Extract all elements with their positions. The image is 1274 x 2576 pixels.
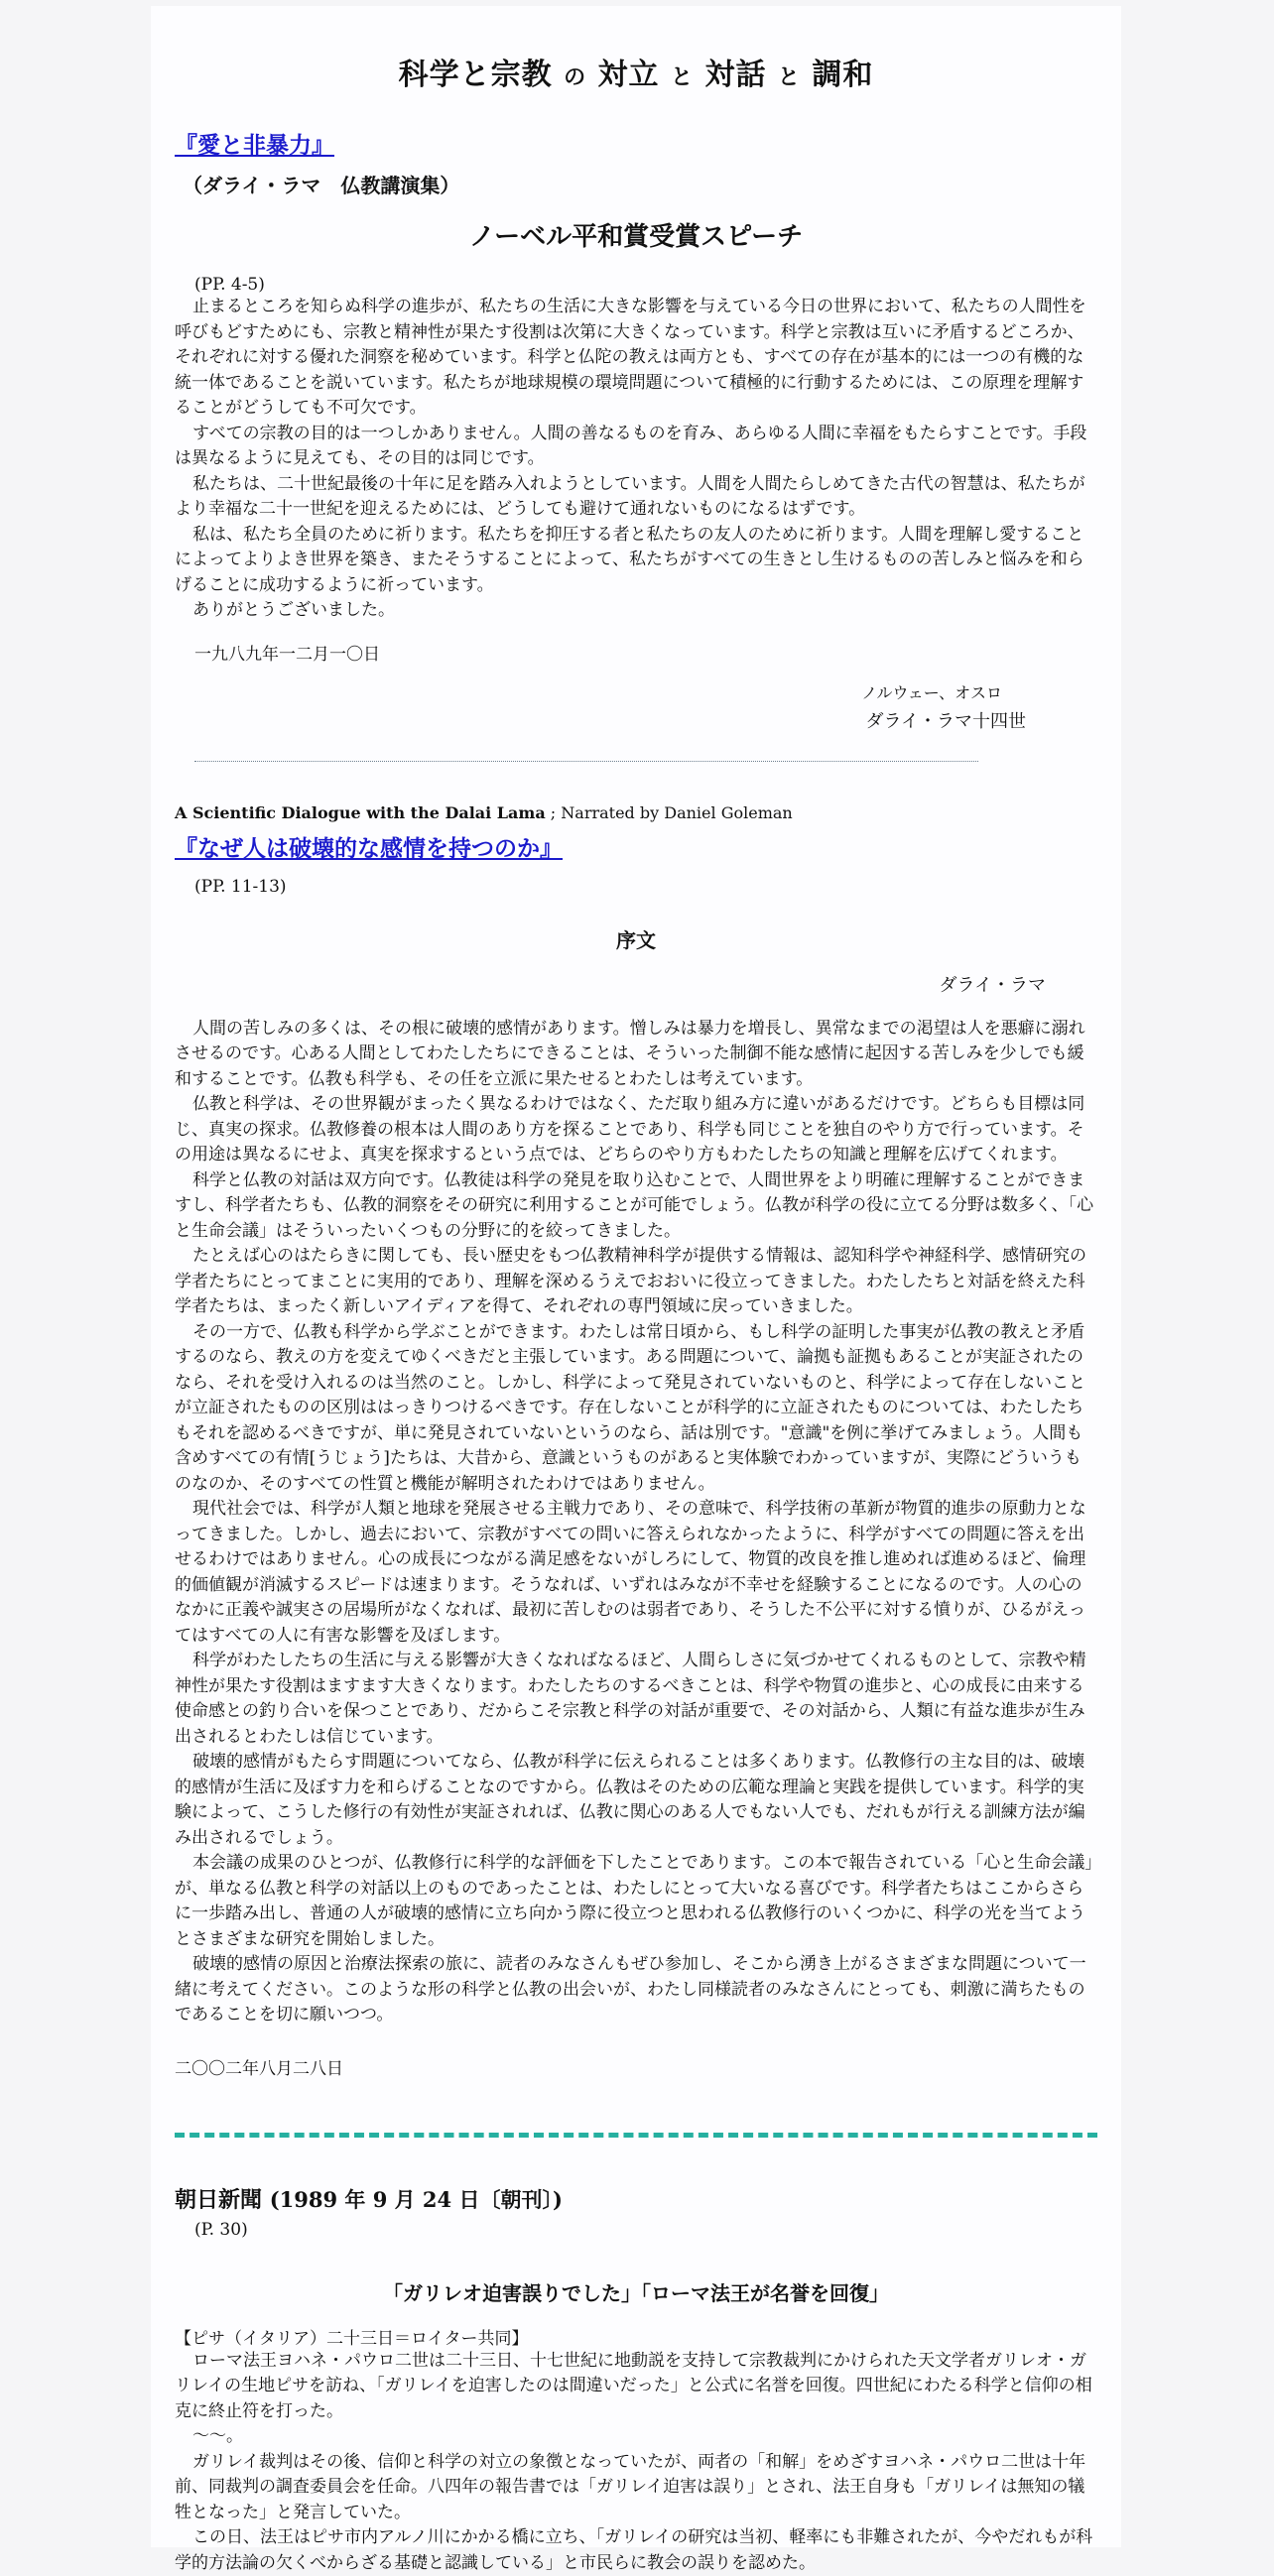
paragraph: この日、法王はピサ市内アルノ川にかかる橋に立ち、「ガリレイの研究は当初、軽率にも非難されたが、今やだれもが科学的方法論の欠くべからざる基礎と認識している」と市民らに教会の誤りを認めた。 (175, 2525, 1097, 2576)
page-reference: (PP. 4-5) (194, 275, 1097, 295)
document-page (151, 6, 1121, 2547)
paragraph: 止まるところを知らぬ科学の進歩が、私たちの生活に大きな影響を与えている今日の世界において、私たちの人間性を呼びもどすためにも、宗教と精神性が果たす役割は次第に大きくなっています。科学と宗教は互いに矛盾するどころか、それぞれに対する優れた洞察を秘めています。科学と仏陀の教えは両方とも、すべての存在が基本的には一つの有機的な統一体であることを説いています。私たちが地球規模の環境問題について積極的に行動するためには、この原理を理解することがどうしても不可欠です。 (175, 295, 1097, 422)
speech-body (175, 295, 1097, 624)
paragraph: 本会議の成果のひとつが、仏教修行に科学的な評価を下したことであります。この本で報告されている「心と生命会議」が、単なる仏教と科学の対話以上のものであったことは、わたしにとって大いなる喜びです。科学者たちはここからさらに一歩踏み出し、普通の人が破壊的感情に立ち向かう際に役立つと思われる仏教修行のいくつかに、科学の光を当てようとさまざまな研究を開始しました。 (175, 1851, 1097, 1952)
book-subtitle: （ダライ・ラマ 仏教講演集） (183, 170, 1097, 198)
speech-title: ノーベル平和賞受賞スピーチ (175, 216, 1097, 253)
paragraph: 私たちは、二十世紀最後の十年に足を踏み入れようとしています。人間を人間たらしめてきた古代の智慧は、私たちがより幸福な二十一世紀を迎えるためには、どうしても避けて通れないものになるはずです。 (175, 472, 1097, 523)
paragraph: 人間の苦しみの多くは、その根に破壊的感情があります。憎しみは暴力を増長し、異常なまでの渇望は人を悪癖に溺れさせるのです。心ある人間としてわたしたちにできることは、そういった制御不能な感情に起因する苦しみを少しでも緩和することです。仏教も科学も、その任を立派に果たせるとわたしは考えています。 (175, 1017, 1097, 1093)
paragraph: 現代社会では、科学が人類と地球を発展させる主戦力であり、その意味で、科学技術の革新が物質的進歩の原動力となってきました。しかし、過去において、宗教がすべての問いに答えられなかったように、科学がすべての問題に答えを出せるわけではありません。心の成長につながる満足感をないがしろにして、物質的改良を推し進めれば進めるほど、倫理的価値観が消滅するスピードは速まります。そうなれば、いずれはみなが不幸せを経験することになるのです。人の心のなかに正義や誠実さの居場所がなくなれば、最初に苦しむのは弱者であり、そうした不公平に対する憤りが、ひるがえってはすべての人に有害な影響を及ぼします。 (175, 1497, 1097, 1649)
paragraph: たとえば心のはたらきに関しても、長い歴史をもつ仏教精神科学が提供する情報は、認知科学や神経科学、感情研究の学者たちにとってまことに実用的であり、理解を深めるうえでおおいに役立ってきました。わたしたちと対話を終えた科学者たちは、まったく新しいアイディアを得て、それぞれの専門領域に戻っていきました。 (175, 1244, 1097, 1320)
section-divider (175, 2133, 1097, 2138)
paragraph: すべての宗教の目的は一つしかありません。人間の善なるものを育み、あらゆる人間に幸福をもたらすことです。手段は異なるように見えても、その目的は同じです。 (175, 422, 1097, 472)
paragraph: ～～。 (175, 2424, 1097, 2450)
speech-place: ノルウェー、オスロ (175, 680, 1002, 703)
preface-date: 二〇〇二年八月二八日 (175, 2054, 1097, 2079)
news-dateline: 【ピサ（イタリア）二十三日＝ロイター共同】 (175, 2324, 1097, 2349)
news-body (175, 2349, 1097, 2576)
preface-body (175, 1017, 1097, 2028)
paragraph: ありがとうございました。 (175, 598, 1097, 624)
paragraph: 科学と仏教の対話は双方向です。仏教徒は科学の発見を取り込むことで、人間世界をより明確に理解することができますし、科学者たちも、仏教的洞察をその研究に利用することが可能でしょう。仏教が科学の役に立てる分野は数多く、「心と生命会議」はそういったいくつもの分野に的を絞ってきました。 (175, 1168, 1097, 1245)
paragraph: ガリレイ裁判はその後、信仰と科学の対立の象徴となっていたが、両者の「和解」をめざすヨハネ・パウロ二世は十年前、同裁判の調査委員会を任命。八四年の報告書では「ガリレイ迫害は誤り」とされ、法王自身も「ガリレイは無知の犠牲となった」と発言していた。 (175, 2450, 1097, 2526)
book-link-love-nonviolence[interactable]: 『愛と非暴力』 (175, 127, 334, 160)
news-headline: 「ガリレオ迫害誤りでした」「ローマ法王が名誉を回復」 (175, 2277, 1097, 2306)
paragraph: ローマ法王ヨハネ・パウロ二世は二十三日、十七世紀に地動説を支持して宗教裁判にかけられた天文学者ガリレオ・ガリレイの生地ピサを訪ね、「ガリレイを迫害したのは間違いだった」と公式に名誉を回復。四世紀にわたる科学と信仰の相克に終止符を打った。 (175, 2349, 1097, 2425)
paragraph: 破壊的感情がもたらす問題についてなら、仏教が科学に伝えられることは多くあります。仏教修行の主な目的は、破壊的感情が生活に及ぼす力を和らげることなのですから。仏教はそのための広範な理論と実践を提供しています。科学的実験によって、こうした修行の有効性が実証されれば、仏教に関心のある人でもない人でも、だれもが行える訓練方法が編み出されるでしょう。 (175, 1750, 1097, 1851)
newspaper-title: 朝日新聞 (1989 年 9 月 24 日〔朝刊〕) (175, 2183, 1097, 2214)
paragraph: 破壊的感情の原因と治療法探索の旅に、読者のみなさんもぜひ参加し、そこから湧き上がるさまざまな問題について一緒に考えてください。このような形の科学と仏教の出会いが、わたし同様読者のみなさんにとっても、刺激に満ちたものであることを切に願いつつ。 (175, 1952, 1097, 2028)
dotted-divider (194, 761, 978, 762)
page-reference: (P. 30) (194, 2220, 1097, 2240)
paragraph: 科学がわたしたちの生活に与える影響が大きくなればなるほど、人間らしさに気づかせてくれるものとして、宗教や精神性が果たす役割はますます大きくなります。わたしたちのするべきことは、科学や物質の進歩と、心の成長に由来する使命感との釣り合いを保つことであり、だからこそ宗教と科学の対話が重要で、その対話から、人類に有益な進歩が生み出されるとわたしは信じています。 (175, 1649, 1097, 1750)
page-reference: (PP. 11-13) (194, 877, 1097, 897)
speech-signer: ダライ・ラマ十四世 (175, 707, 1026, 733)
speech-date: 一九八九年一二月一〇日 (194, 640, 1097, 665)
paragraph: 仏教と科学は、その世界観がまったく異なるわけではなく、ただ取り組み方に違いがあるだけです。どちらも目標は同じ、真実の探求。仏教修養の根本は人間のあり方を探ることであり、科学も同じことを独自のやり方で行っています。その用途は異なるにせよ、真実を探求するという点では、どちらのやり方もわたしたちの知識と理解を広げてくれます。 (175, 1092, 1097, 1168)
english-book-title: A Scientific Dialogue with the Dalai Lama ; Narrated by Daniel Goleman (175, 803, 1097, 822)
preface-title: 序文 (175, 924, 1097, 953)
preface-author: ダライ・ラマ (175, 971, 1046, 997)
paragraph: 私は、私たち全員のために祈ります。私たちを抑圧する者と私たちの友人のために祈ります。人間を理解し愛することによってよりよき世界を築き、またそうすることによって、私たちがすべての生きとし生けるものの苦しみと悩みを和らげることに成功するように祈っています。 (175, 523, 1097, 599)
page-title: 科学と宗教 の 対立 と 対話 と 調和 (175, 50, 1097, 93)
paragraph: その一方で、仏教も科学から学ぶことができます。わたしは常日頃から、もし科学の証明した事実が仏教の教えと矛盾するのなら、教えの方を変えてゆくべきだと主張しています。ある問題について、論拠も証拠もあることが実証されたのなら、それを受け入れるのは当然のこと。しかし、科学によって発見されていないものと、科学によって存在しないことが立証されたものの区別ははっきりつけるべきです。存在しないことが科学的に立証されたものについては、わたしたちもそれを認めるべきですが、単に発見されていないというのなら、話は別です。"意識"を例に挙げてみましょう。人間も含めすべての有情[うじょう]たちは、大昔から、意識というものがあると実体験でわかっていますが、実際にどういうものなのか、そのすべての性質と機能が解明されたわけではありません。 (175, 1320, 1097, 1498)
book-link-destructive-emotions[interactable]: 『なぜ人は破壊的な感情を持つのか』 (175, 830, 563, 863)
